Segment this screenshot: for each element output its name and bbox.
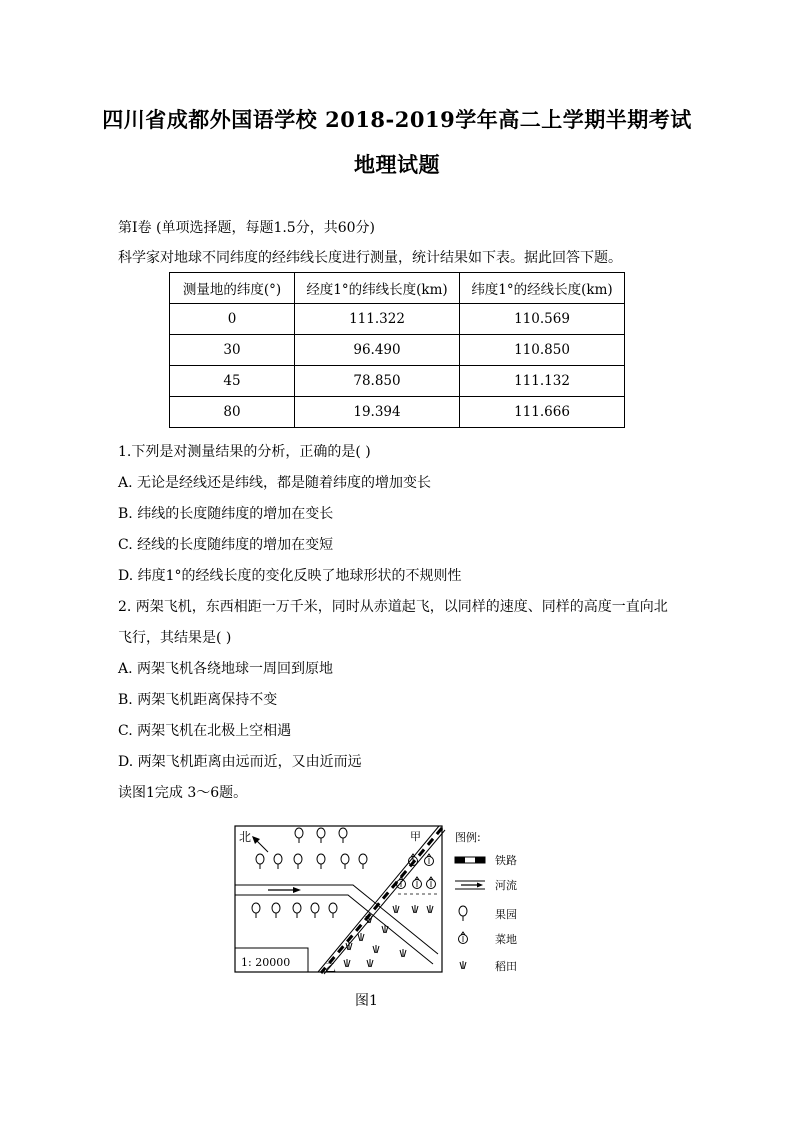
table-cell: 80	[170, 397, 295, 428]
north-arrow-icon	[252, 836, 268, 852]
page-subtitle: 地理试题	[354, 152, 440, 177]
legend-railway-icon	[455, 857, 485, 863]
question-1-option-c: C. 经线的长度随纬度的增加在变短	[118, 537, 334, 553]
table-cell: 111.666	[460, 397, 625, 428]
question-1-option-d: D. 纬度1°的经线长度的变化反映了地球形状的不规则性	[118, 568, 462, 584]
table-cell: 30	[170, 335, 295, 366]
question-2-option-a: A. 两架飞机各绕地球一周回到原地	[118, 661, 334, 677]
railway	[318, 826, 445, 974]
label-jia: 甲	[410, 830, 421, 843]
river	[235, 885, 438, 964]
table-cell: 111.322	[295, 304, 460, 335]
river-arrow-icon	[268, 887, 301, 893]
legend-rice-label: 稻田	[495, 960, 517, 973]
table-cell: 78.850	[295, 366, 460, 397]
latitude-table	[169, 272, 625, 428]
scale-label: 1: 20000	[241, 956, 291, 969]
table-cell: 19.394	[295, 397, 460, 428]
table-cell: 110.569	[460, 304, 625, 335]
question-2-stem-line2: 飞行，其结果是( )	[118, 630, 232, 646]
question-2-option-d: D. 两架飞机距离由远而近，又由近而远	[118, 754, 362, 770]
intro-text: 科学家对地球不同纬度的经纬线长度进行测量，统计结果如下表。据此回答下题。	[118, 250, 622, 266]
table-cell: 96.490	[295, 335, 460, 366]
question-2-stem-line1: 2. 两架飞机，东西相距一万千米，同时从赤道起飞，以同样的速度、同样的高度一直向北	[118, 599, 668, 615]
question-1-option-a: A. 无论是经线还是纬线，都是随着纬度的增加变长	[118, 475, 432, 491]
legend-title: 图例:	[455, 831, 481, 844]
figure-caption: 图1	[355, 993, 378, 1009]
table-row	[170, 397, 625, 428]
legend-orchard-icon	[459, 906, 467, 921]
question-1-option-b: B. 纬线的长度随纬度的增加在变长	[118, 506, 334, 522]
question-2-option-b: B. 两架飞机距离保持不变	[118, 692, 278, 708]
table-row	[170, 366, 625, 397]
question-1-stem: 1.下列是对测量结果的分析，正确的是( )	[118, 444, 371, 460]
legend-river-icon	[455, 881, 485, 889]
figure-instruction: 读图1完成 3～6题。	[118, 785, 248, 801]
header-meridian-length: 纬度1°的经线长度(km)	[460, 273, 625, 304]
page-title: 四川省成都外国语学校 2018-2019学年高二上学期半期考试	[102, 107, 692, 132]
legend-vegetable-label: 菜地	[495, 933, 517, 946]
table-header-row	[170, 273, 625, 304]
vegetable-area	[397, 854, 436, 889]
table-cell: 110.850	[460, 335, 625, 366]
question-2-option-c: C. 两架飞机在北极上空相遇	[118, 723, 292, 739]
orchard-area	[252, 828, 367, 918]
legend-orchard-label: 果园	[495, 908, 517, 921]
north-label: 北	[239, 830, 252, 844]
table-cell: 0	[170, 304, 295, 335]
legend-vegetable-icon	[459, 932, 468, 944]
section-heading: 第Ⅰ卷 (单项选择题，每题1.5分，共60分)	[118, 220, 375, 236]
label-yi: 乙	[325, 961, 336, 974]
table-row	[170, 304, 625, 335]
header-parallel-length: 经度1°的纬线长度(km)	[295, 273, 460, 304]
legend-rice-icon	[460, 961, 466, 969]
legend-railway-label: 铁路	[495, 854, 517, 867]
legend-river-label: 河流	[495, 879, 517, 892]
table-row	[170, 335, 625, 366]
table-cell: 111.132	[460, 366, 625, 397]
table-cell: 45	[170, 366, 295, 397]
header-latitude: 测量地的纬度(°)	[170, 273, 295, 304]
land-use-map	[233, 824, 533, 984]
